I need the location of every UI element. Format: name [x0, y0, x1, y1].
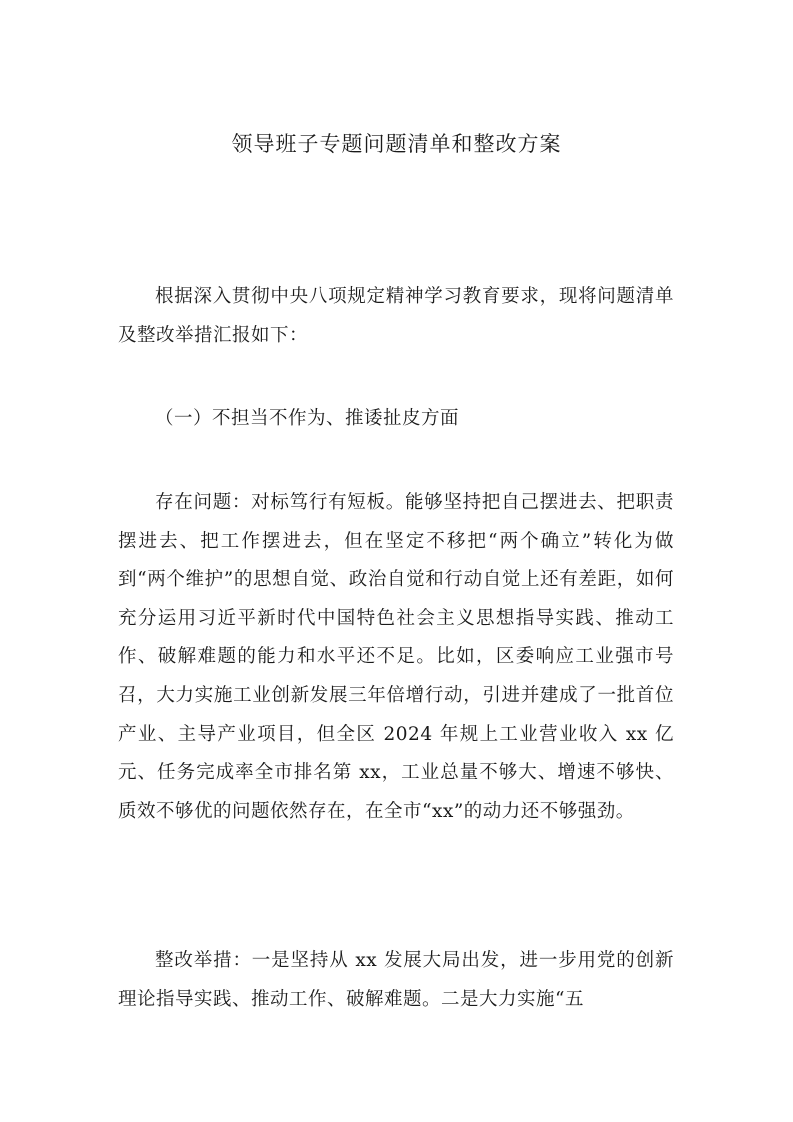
intro-paragraph: 根据深入贯彻中央八项规定精神学习教育要求，现将问题清单及整改举措汇报如下： [118, 286, 674, 346]
section-heading: （一）不担当不作为、推诿扯皮方面 [155, 408, 460, 429]
document-title: 领导班子专题问题清单和整改方案 [231, 132, 562, 156]
measures-paragraph: 整改举措：一是坚持从 xx 发展大局出发，进一步用党的创新理论指导实践、推动工作、破解难题。二是大力实施“五 [118, 950, 674, 1010]
problem-paragraph: 存在问题：对标笃行有短板。能够坚持把自己摆进去、把职责摆进去、把工作摆进去，但在坚定不移把“两个确立”转化为做到“两个维护”的思想自觉、政治自觉和行动自觉上还有差距，如何充分运用习近平新时代中国特色社会主义思想指导实践、推动工作、破解难题的能力和水平还不足。比如，区委响应工业强市号召，大力实施工业创新发展三年倍增行动，引进并建成了一批首位产业、主导产业项目，但全区 2024 年规上工业营业收入 xx 亿元、任务完成率全市排名第 xx，工业总量不够大、增速不够快、质效不够优的问题依然存在，在全市“xx”的动力还不够强劲。 [118, 492, 674, 822]
